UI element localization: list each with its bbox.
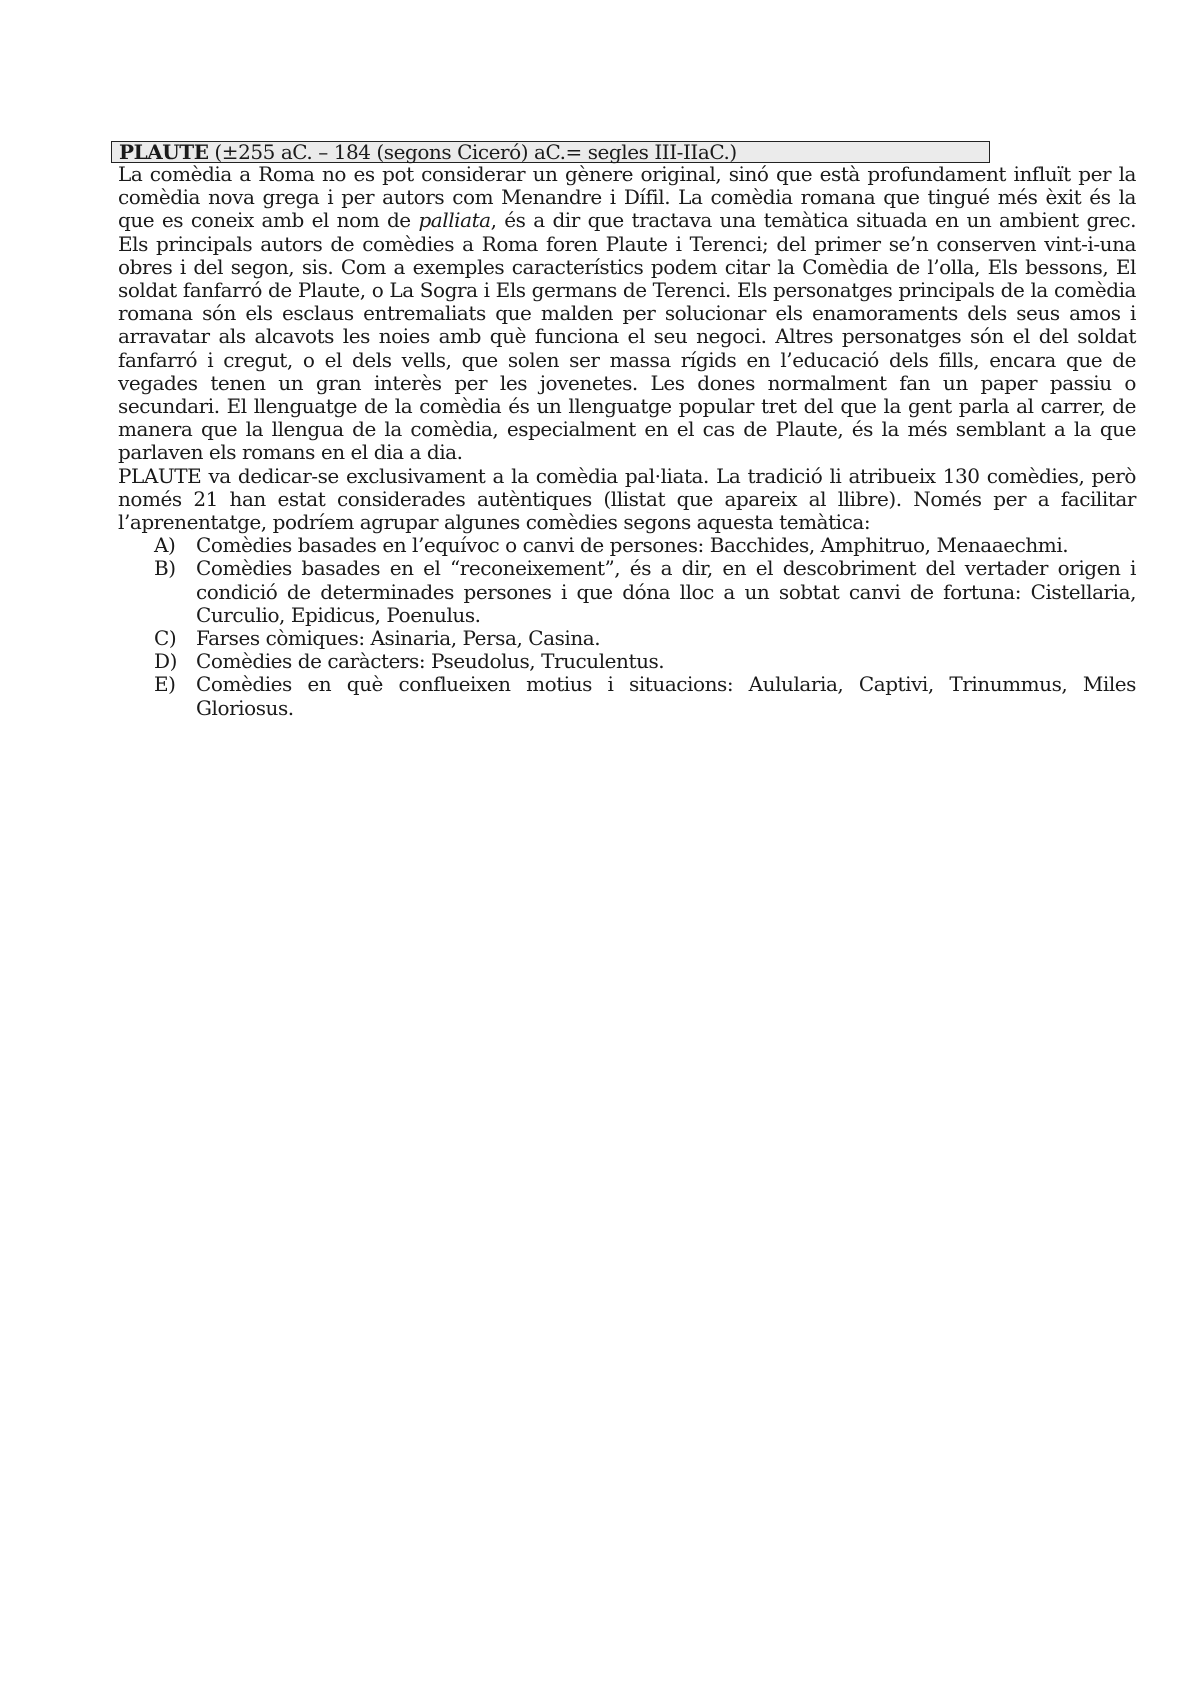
author-name: PLAUTE [119, 140, 209, 164]
intro-text-end: , és a dir que tractava una temàtica situada en un ambient grec. Els principals autors de comèdies a Roma foren Plaute i Terenci; del primer se’n conserven vint-i-una obres i del segon, sis. Com a exemples característics podem citar la Comèdia de l’olla, Els bessons, El soldat fanfarró de Plaute, o La Sogra i Els germans de Terenci. Els personatges principals de la comèdia romana són els esclaus entremaliats que malden per solucionar els enamoraments dels seus amos i arravatar als alcavots les noies amb què funciona el seu negoci. Altres personatges són el del soldat fanfarró i cregut, o el dels vells, que solen ser massa rígids en l’educació dels fills, encara que de vegades tenen un gran interès per les jovenetes. Les dones normalment fan un paper passiu o secundari. El llenguatge de la comèdia és un llenguatge popular tret del que la gent parla al carrer, de manera que la llengua de la comèdia, especialment en el cas de Plaute, és la més semblant a la que parlaven els romans en el dia a dia. [118, 208, 1136, 465]
document-page [118, 141, 1136, 720]
intro-paragraph [118, 163, 1136, 465]
list-item [118, 650, 1136, 673]
author-dates: (±255 aC. – 184 (segons Ciceró) aC.= segles III-IIaC.) [214, 140, 737, 164]
list-marker: C) [154, 626, 177, 651]
list-marker: E) [154, 672, 176, 697]
list-item-text: Comèdies de caràcters: Pseudolus, Truculentus. [196, 649, 665, 674]
list-item-text: Comèdies basades en l’equívoc o canvi de persones: Bacchides, Amphitruo, Menaaechmi. [196, 533, 1069, 558]
list-item [118, 534, 1136, 557]
list-item-text: Farses còmiques: Asinaria, Persa, Casina. [196, 626, 601, 651]
comedy-category-list [118, 534, 1136, 720]
palliata-term: palliata [418, 208, 491, 233]
list-marker: B) [154, 556, 176, 581]
list-item-text: Comèdies en què conflueixen motius i situacions: Aulularia, Captivi, Trinummus, Miles Gloriosus. [196, 672, 1136, 720]
list-item-text: Comèdies basades en el “reconeixement”, és a dir, en el descobriment del vertader origen i condició de determinades persones i que dóna lloc a un sobtat canvi de fortuna: Cistellaria, Curculio, Epidicus, Poenulus. [196, 556, 1136, 627]
list-marker: D) [154, 649, 177, 674]
list-item [118, 673, 1136, 719]
list-marker: A) [154, 533, 176, 558]
list-item [118, 557, 1136, 627]
plaute-paragraph: PLAUTE va dedicar-se exclusivament a la comèdia pal·liata. La tradició li atribueix 130 comèdies, però només 21 han estat considerades autèntiques (llistat que apareix al llibre). Només per a facilitar l’aprenentatge, podríem agrupar algunes comèdies segons aquesta temàtica: [118, 463, 1136, 535]
list-item [118, 627, 1136, 650]
section-title-box [111, 141, 990, 163]
intro-text-start: La comèdia a Roma no es pot considerar un gènere original, sinó que està profundament influït per la comèdia nova grega i per autors com Menandre i Dífil. La comèdia romana que tingué més èxit és la que es coneix amb el nom de [118, 162, 1136, 233]
